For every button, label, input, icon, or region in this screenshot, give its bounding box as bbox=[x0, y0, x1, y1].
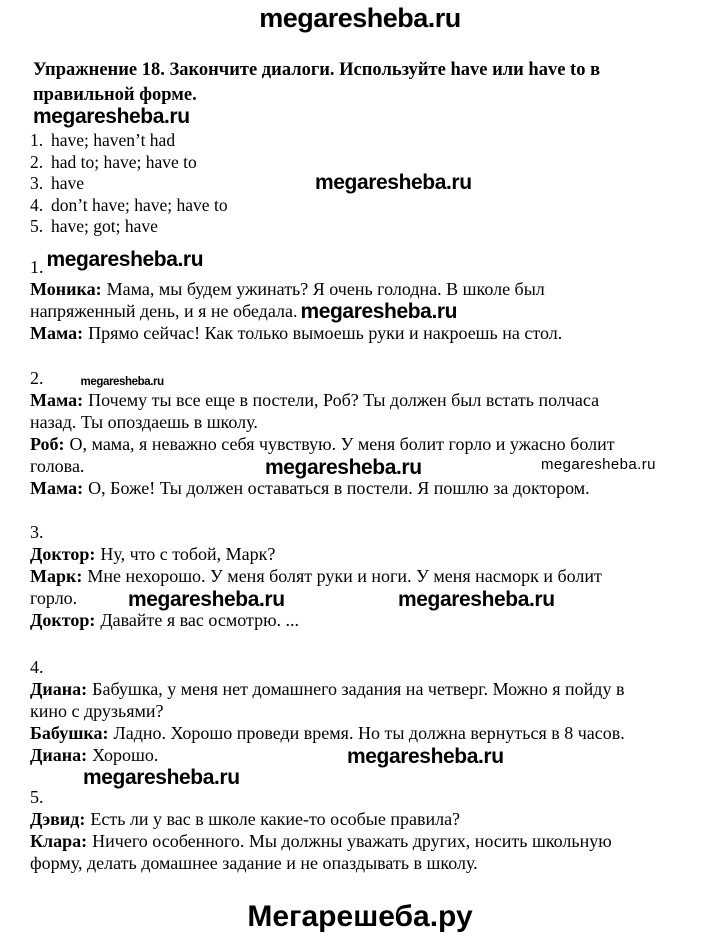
speaker-name: Моника: bbox=[30, 279, 102, 299]
answer-item bbox=[30, 195, 228, 217]
page-footer: Мегарешеба.ру bbox=[247, 900, 473, 933]
line-text: кино с друзьями? bbox=[30, 701, 164, 721]
line-text: голова. bbox=[30, 456, 85, 476]
line-text: О, Боже! Ты должен оставаться в постели. Я пошлю за доктором. bbox=[88, 478, 590, 498]
watermark: megaresheba.ru bbox=[128, 588, 285, 611]
answer-text: have; got; have bbox=[51, 216, 158, 236]
line-text: Мне нехорошо. У меня болят руки и ноги. У меня насморк и болит bbox=[87, 566, 602, 586]
answer-text: have; haven’t had bbox=[51, 130, 176, 150]
line-text: Почему ты все еще в постели, Роб? Ты должен был встать полчаса bbox=[88, 390, 600, 410]
answer-item bbox=[30, 216, 228, 238]
line-text: Ну, что с тобой, Марк? bbox=[100, 544, 276, 564]
answer-item bbox=[30, 152, 228, 174]
watermark: megaresheba.ru bbox=[300, 300, 458, 323]
watermark: megaresheba.ru bbox=[347, 745, 504, 768]
dialog-line bbox=[30, 543, 602, 565]
dialog-number: 5. bbox=[30, 787, 44, 807]
exercise-title-line-2: правильной форме. bbox=[33, 85, 197, 105]
watermark: megaresheba.ru bbox=[46, 248, 204, 271]
dialog-line bbox=[30, 433, 615, 455]
dialog-number: 3. bbox=[30, 522, 44, 542]
watermark: megaresheba.ru bbox=[80, 376, 164, 388]
dialog-line bbox=[30, 565, 602, 587]
answer-text: don’t have; have; have to bbox=[51, 194, 228, 215]
speaker-name: Дэвид: bbox=[30, 809, 86, 829]
watermark: megaresheba.ru bbox=[265, 456, 422, 479]
speaker-name: Марк: bbox=[30, 566, 83, 586]
dialog-line bbox=[30, 700, 625, 722]
speaker-name: Роб: bbox=[30, 434, 65, 454]
dialog-line bbox=[30, 455, 656, 479]
dialog-section-1 bbox=[30, 248, 563, 344]
dialog-number-line bbox=[30, 367, 615, 389]
line-text: Хорошо. bbox=[92, 745, 159, 765]
line-text: назад. Ты опоздаешь в школу. bbox=[30, 412, 258, 432]
watermark: megaresheba.ru bbox=[398, 588, 555, 611]
dialog-number-line bbox=[30, 786, 612, 808]
answer-number: 1. bbox=[30, 130, 44, 150]
watermark-line bbox=[30, 766, 625, 788]
speaker-name: Доктор: bbox=[30, 544, 96, 564]
dialog-number: 2. bbox=[30, 368, 44, 388]
watermark: megaresheba.ru bbox=[315, 171, 472, 194]
dialog-section-3 bbox=[30, 521, 602, 631]
dialog-section-5 bbox=[30, 786, 612, 874]
dialog-number-line bbox=[30, 656, 625, 678]
line-text: Прямо сейчас! Как только вымоешь руки и накроешь на стол. bbox=[88, 323, 563, 343]
answer-number: 2. bbox=[30, 151, 44, 172]
watermark: megaresheba.ru bbox=[541, 456, 656, 473]
dialog-section-2 bbox=[30, 367, 656, 499]
answer-number: 5. bbox=[30, 216, 44, 236]
speaker-name: Бабушка: bbox=[30, 723, 109, 743]
speaker-name: Клара: bbox=[30, 831, 88, 851]
line-text: Мама, мы будем ужинать? Я очень голодна. В школе был bbox=[106, 279, 545, 299]
dialog-line bbox=[30, 587, 602, 609]
watermark: megaresheba.ru bbox=[33, 105, 190, 128]
answer-item bbox=[30, 173, 228, 195]
line-text: О, мама, я неважно себя чувствую. У меня болит горло и ужасно болит bbox=[69, 434, 615, 454]
dialog-line bbox=[30, 389, 615, 411]
line-text: форму, делать домашнее задание и не опаздывать в школу. bbox=[30, 853, 478, 873]
dialog-line bbox=[30, 609, 602, 631]
answer-text: had to; have; have to bbox=[51, 151, 197, 172]
dialog-line bbox=[30, 830, 612, 852]
line-text: Давайте я вас осмотрю. ... bbox=[100, 610, 300, 630]
dialog-line bbox=[30, 852, 612, 874]
dialog-number: 1. bbox=[30, 257, 44, 277]
line-text: Ничего особенного. Мы должны уважать других, носить школьную bbox=[92, 831, 612, 851]
answer-text: have bbox=[51, 173, 85, 193]
exercise-title bbox=[33, 58, 600, 108]
answers-list bbox=[30, 130, 228, 238]
dialog-line bbox=[30, 278, 562, 300]
line-text: Есть ли у вас в школе какие-то особые правила? bbox=[90, 809, 461, 829]
dialog-line bbox=[30, 411, 615, 433]
line-text: Ладно. Хорошо проведи время. Но ты должна вернуться в 8 часов. bbox=[113, 723, 625, 743]
dialog-line bbox=[30, 744, 625, 766]
dialog-number: 4. bbox=[30, 657, 44, 677]
dialog-line bbox=[30, 678, 625, 700]
header-watermark: megaresheba.ru bbox=[259, 3, 461, 33]
dialog-line bbox=[30, 477, 615, 499]
dialog-number-line bbox=[30, 248, 562, 278]
dialog-number-line bbox=[30, 521, 602, 543]
speaker-name: Мама: bbox=[30, 390, 84, 410]
speaker-name: Диана: bbox=[30, 679, 88, 699]
line-text: Бабушка, у меня нет домашнего задания на четверг. Можно я пойду в bbox=[92, 679, 625, 699]
speaker-name: Мама: bbox=[30, 323, 84, 343]
dialog-section-4 bbox=[30, 656, 625, 788]
dialog-line bbox=[30, 722, 625, 744]
answer-item bbox=[30, 130, 228, 152]
line-text: горло. bbox=[30, 588, 78, 608]
speaker-name: Доктор: bbox=[30, 610, 96, 630]
answer-number: 3. bbox=[30, 173, 44, 193]
answer-number: 4. bbox=[30, 194, 44, 215]
dialog-line bbox=[30, 808, 612, 830]
dialog-line bbox=[30, 300, 562, 322]
watermark: megaresheba.ru bbox=[83, 766, 240, 789]
speaker-name: Диана: bbox=[30, 745, 88, 765]
exercise-title-line-1: Упражнение 18. Закончите диалоги. Используйте have или have to в bbox=[33, 60, 601, 80]
dialog-line bbox=[30, 322, 562, 344]
line-text: напряженный день, и я не обедала. bbox=[30, 301, 298, 321]
speaker-name: Мама: bbox=[30, 478, 84, 498]
